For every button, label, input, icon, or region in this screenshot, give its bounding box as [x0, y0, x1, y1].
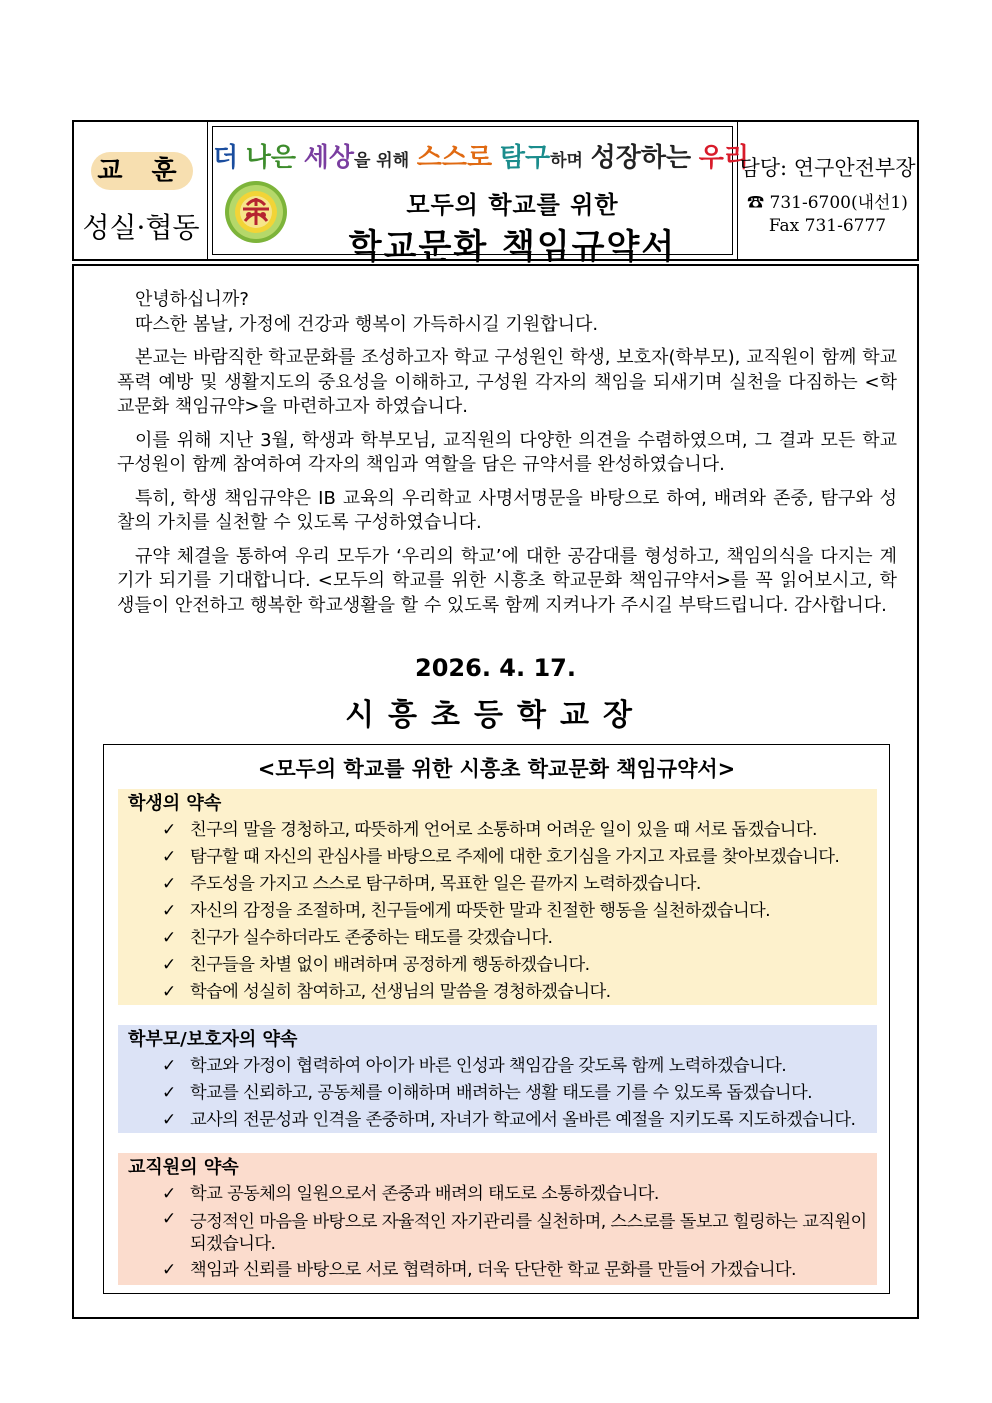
pledge-text: 학습에 성실히 참여하고, 선생님의 말씀을 경청하겠습니다.	[190, 982, 611, 1002]
letter-text	[117, 288, 897, 618]
list-item	[162, 1208, 867, 1257]
pledge-text: 학교를 신뢰하고, 공동체를 이해하며 배려하는 생활 태도를 기를 수 있도록 돕겠습니다.	[190, 1083, 812, 1103]
pledge-text: 책임과 신뢰를 바탕으로 서로 협력하며, 더욱 단단한 학교 문화를 만들어 가겠습니다.	[190, 1260, 796, 1280]
slogan-part: 성장하는	[590, 143, 692, 173]
document-title: 학교문화 책임규약서	[348, 227, 677, 267]
motto-cell	[74, 122, 208, 259]
letter-paragraph: 규약 체결을 통하여 우리 모두가 ‘우리의 학교’에 대한 공감대를 형성하고, 책임의식을 다지는 계기가 되기를 기대합니다. <모두의 학교를 위한 시흥초 학교문화 책임규약서>를 꼭 읽어보시고, 학생들이 안전하고 행복한 학교생활을 할 수 있도록 함께 지켜나가 주시길 부탁드립니다. 감사합니다.	[117, 545, 897, 616]
pledge-text: 주도성을 가지고 스스로 탐구하며, 목표한 일은 끝까지 노력하겠습니다.	[190, 874, 701, 894]
check-icon: ✓	[162, 874, 176, 894]
list-item	[162, 871, 867, 898]
school-emblem-icon	[223, 179, 289, 245]
check-icon: ✓	[162, 1260, 176, 1280]
slogan-part: 을 위해	[353, 151, 410, 171]
greeting-line: 따스한 봄날, 가정에 건강과 행복이 가득하시길 기원합니다.	[135, 313, 599, 335]
pledge-text: 친구의 말을 경청하고, 따뜻하게 언어로 소통하며 어려운 일이 있을 때 서로 돕겠습니다.	[190, 820, 817, 840]
pledge-list	[128, 1181, 867, 1284]
section-heading: 교직원의 약속	[128, 1157, 239, 1178]
list-item	[162, 1107, 867, 1134]
pledge-text: 탐구할 때 자신의 관심사를 바탕으로 주제에 대한 호기심을 가지고 자료를 찾아보겠습니다.	[190, 847, 840, 867]
list-item	[162, 844, 867, 871]
check-icon: ✓	[162, 1184, 176, 1204]
list-item	[162, 817, 867, 844]
contact-phone: ☎ 731-6700(내선1)	[747, 193, 908, 213]
check-icon: ✓	[162, 1056, 176, 1076]
letter-date: 2026. 4. 17.	[415, 654, 576, 682]
check-icon: ✓	[162, 955, 176, 975]
document-header	[72, 120, 919, 267]
pledge-list	[128, 1053, 867, 1134]
list-item	[162, 925, 867, 952]
contact-cell	[738, 122, 917, 259]
slogan-part: 세상	[303, 143, 354, 173]
principal-signature: 시흥초등학교장	[345, 698, 646, 733]
pledge-text: 학교와 가정이 협력하여 아이가 바른 인성과 책임감을 갖도록 함께 노력하겠습니다.	[190, 1056, 787, 1076]
pledge-text: 긍정적인 마음을 바탕으로 자율적인 자기관리를 실천하며, 스스로를 돌보고 힐링하는 교직원이 되겠습니다.	[190, 1212, 867, 1254]
slogan-part: 하며	[550, 151, 583, 171]
staff-pledge-section	[118, 1153, 877, 1285]
motto-label: 교 훈	[91, 152, 193, 190]
greeting-line: 안녕하십니까?	[135, 289, 249, 310]
letter-paragraph: 이를 위해 지난 3월, 학생과 학부모님, 교직원의 다양한 의견을 수렴하였으며, 그 결과 모든 학교 구성원이 함께 참여하여 각자의 책임과 역할을 담은 규약서를 완성하였습니다.	[117, 429, 897, 475]
check-icon: ✓	[162, 1209, 176, 1229]
check-icon: ✓	[162, 1110, 176, 1130]
parent-pledge-section	[118, 1025, 877, 1133]
check-icon: ✓	[162, 1083, 176, 1103]
list-item	[162, 1053, 867, 1080]
document-subtitle: 모두의 학교를 위한	[406, 191, 619, 219]
slogan-part: 더	[213, 143, 239, 173]
check-icon: ✓	[162, 820, 176, 840]
student-pledge-section	[118, 789, 877, 1005]
list-item	[162, 979, 867, 1006]
list-item	[162, 1181, 867, 1208]
pledge-list	[128, 817, 867, 1006]
document-body	[72, 264, 919, 1319]
check-icon: ✓	[162, 982, 176, 1002]
pledge-text: 친구들을 차별 없이 배려하며 공정하게 행동하겠습니다.	[190, 955, 590, 975]
pledge-text: 자신의 감정을 조절하며, 친구들에게 따뜻한 말과 친절한 행동을 실천하겠습니다.	[190, 901, 771, 921]
slogan-part: 우리	[698, 143, 749, 173]
section-heading: 학생의 약속	[128, 793, 222, 814]
school-slogan	[213, 137, 749, 174]
pledge-text: 학교 공동체의 일원으로서 존중과 배려의 태도로 소통하겠습니다.	[190, 1184, 659, 1204]
contact-manager: 담당: 연구안전부장	[739, 156, 916, 180]
pledge-text: 교사의 전문성과 인격을 존중하며, 자녀가 학교에서 올바른 예절을 지키도록 지도하겠습니다.	[190, 1110, 856, 1130]
list-item	[162, 898, 867, 925]
check-icon: ✓	[162, 847, 176, 867]
section-heading: 학부모/보호자의 약속	[128, 1029, 298, 1050]
pledge-title: <모두의 학교를 위한 시흥초 학교문화 책임규약서>	[257, 757, 736, 781]
school-motto: 성실·협동	[82, 211, 200, 244]
letter-paragraph: 본교는 바람직한 학교문화를 조성하고자 학교 구성원인 학생, 보호자(학부모), 교직원이 함께 학교폭력 예방 및 생활지도의 중요성을 이해하고, 구성원 각자의 책임을 되새기며 실천을 다짐하는 <학교문화 책임규약>을 마련하고자 하였습니다.	[117, 347, 897, 417]
list-item	[162, 1257, 867, 1284]
title-cell	[208, 122, 749, 267]
pledge-box	[103, 744, 890, 1294]
pledge-text: 친구가 실수하더라도 존중하는 태도를 갖겠습니다.	[190, 928, 553, 948]
slogan-part: 나은	[245, 143, 297, 173]
list-item	[162, 952, 867, 979]
slogan-part: 탐구	[499, 143, 551, 173]
list-item	[162, 1080, 867, 1107]
check-icon: ✓	[162, 901, 176, 921]
contact-fax: Fax 731-6777	[768, 216, 887, 236]
slogan-part: 스스로	[416, 143, 493, 173]
title-frame	[212, 126, 749, 267]
letter-paragraph: 특히, 학생 책임규약은 IB 교육의 우리학교 사명서명문을 바탕으로 하여, 배려와 존중, 탐구와 성찰의 가치를 실천할 수 있도록 구성하였습니다.	[117, 487, 897, 533]
check-icon: ✓	[162, 928, 176, 948]
